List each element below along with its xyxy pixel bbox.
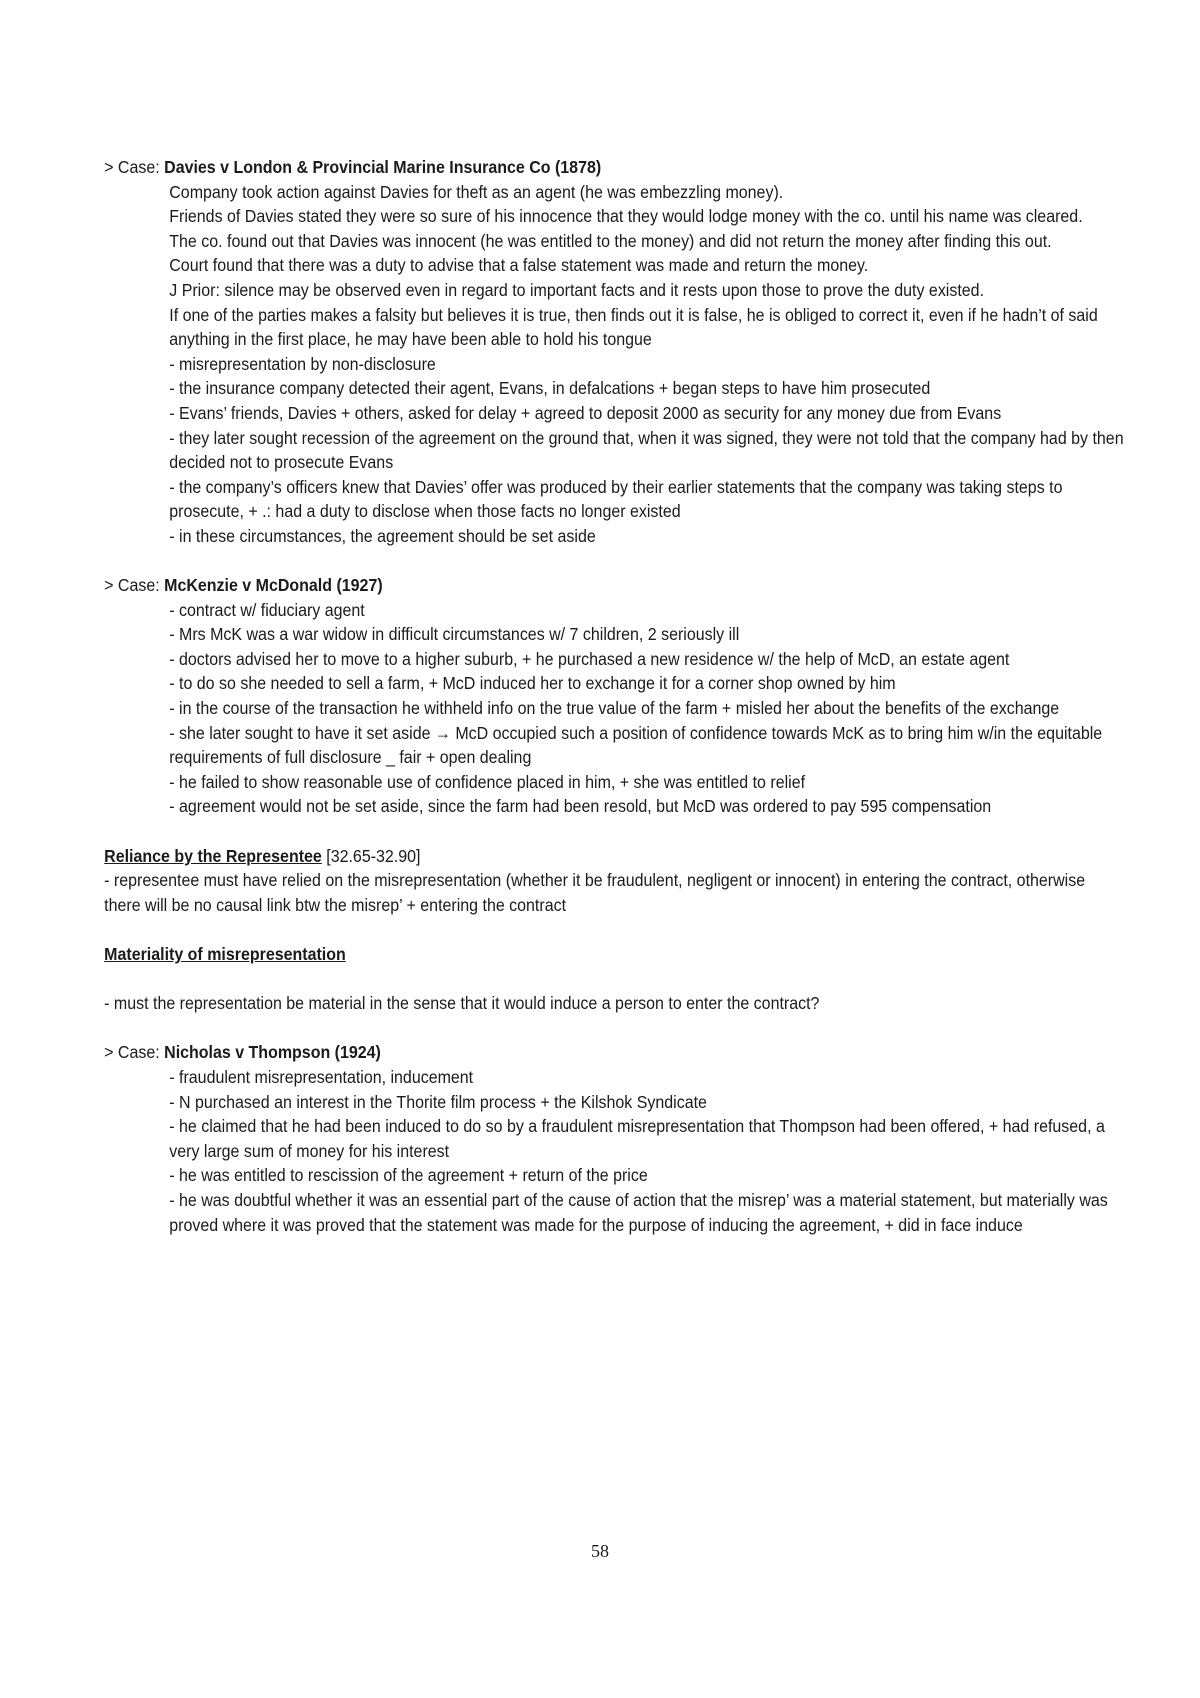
note-line: - the insurance company detected their agent, Evans, in defalcations + began steps to have him prosecuted — [169, 378, 931, 399]
case-notes-davies — [169, 180, 1125, 549]
section-heading-reliance — [104, 844, 1125, 869]
note-line: - she later sought to have it set aside → McD occupied such a position of confidence towards McK as to bring him w/in the equitable requirements of full disclosure _ fair + open dealing — [169, 722, 1103, 768]
case-prefix: > Case: — [104, 1042, 165, 1063]
note-line: - in these circumstances, the agreement should be set aside — [169, 525, 596, 546]
page-number: 58 — [591, 1541, 609, 1561]
note-line: Friends of Davies stated they were so sure of his innocence that they would lodge money with the co. until his name was cleared. — [169, 206, 1083, 227]
note-line: - the company’s officers knew that Davies’ offer was produced by their earlier statements that the company was taking steps to prosecute, + .: had a duty to disclose when those facts no longer existed — [169, 476, 1063, 522]
note-line: - he was entitled to rescission of the agreement + return of the price — [169, 1165, 648, 1186]
note-line: - fraudulent misrepresentation, inducement — [169, 1066, 474, 1087]
note-line: Court found that there was a duty to advise that a false statement was made and return the money. — [169, 255, 869, 276]
note-line: - Mrs McK was a war widow in difficult circumstances w/ 7 children, 2 seriously ill — [169, 624, 740, 645]
section-reference: [32.65-32.90] — [321, 845, 421, 866]
note-line: J Prior: silence may be observed even in regard to important facts and it rests upon those to prove the duty existed. — [169, 279, 985, 300]
note-line: - agreement would not be set aside, since the farm had been resold, but McD was ordered to pay 595 compensation — [169, 796, 992, 817]
section-heading-materiality — [104, 942, 1125, 967]
case-heading-nicholas — [104, 1040, 1125, 1065]
section-title: Reliance by the Representee — [104, 845, 322, 866]
case-notes-nicholas — [169, 1065, 1125, 1237]
case-prefix: > Case: — [104, 157, 165, 177]
note-line: - to do so she needed to sell a farm, + McD induced her to exchange it for a corner shop owned by him — [169, 673, 896, 694]
section-title: Materiality of misrepresentation — [104, 944, 346, 964]
case-name: Nicholas v Thompson (1924) — [164, 1042, 381, 1063]
case-notes-mckenzie — [169, 598, 1125, 819]
note-line: - he claimed that he had been induced to do so by a fraudulent misrepresentation that Thompson had been offered, + had refused, a very large sum of money for his interest — [169, 1116, 1105, 1161]
case-name: McKenzie v McDonald (1927) — [164, 575, 383, 596]
case-prefix: > Case: — [104, 575, 165, 596]
note-line: - N purchased an interest in the Thorite film process + the Kilshok Syndicate — [169, 1091, 707, 1112]
note-line: The co. found out that Davies was innocent (he was entitled to the money) and did not return the money after finding this out. — [169, 230, 1052, 251]
case-name: Davies v London & Provincial Marine Insurance Co (1878) — [164, 157, 602, 177]
note-line: If one of the parties makes a falsity but believes it is true, then finds out it is false, he is obliged to correct it, even if he hadn’t of said anything in the first place, he may have been able to hold his tongue — [169, 304, 1098, 350]
note-line: - misrepresentation by non-disclosure — [169, 353, 436, 374]
note-line: Company took action against Davies for theft as an agent (he was embezzling money). — [169, 181, 784, 202]
note-line: - Evans’ friends, Davies + others, asked for delay + agreed to deposit 2000 as security for any money due from Evans — [169, 402, 1002, 423]
note-line: - he failed to show reasonable use of confidence placed in him, + she was entitled to relief — [169, 771, 806, 792]
case-heading-davies — [104, 155, 1125, 180]
materiality-text: - must the representation be material in the sense that it would induce a person to enter the contract? — [104, 993, 820, 1014]
note-line: - in the course of the transaction he withheld info on the true value of the farm + misled her about the benefits of the exchange — [169, 698, 1060, 719]
note-line: - they later sought recession of the agreement on the ground that, when it was signed, they were not told that the company had by then decided not to prosecute Evans — [169, 427, 1124, 473]
reliance-text: - representee must have relied on the misrepresentation (whether it be fraudulent, negligent or innocent) in entering the contract, otherwise there will be no causal link btw the misrep’ + entering the contract — [104, 870, 1086, 915]
note-line: - he was doubtful whether it was an essential part of the cause of action that the misrep’ was a material statement, but materially was proved where it was proved that the statement was made for the purpose of inducing the agreement, + did in face induce — [169, 1189, 1108, 1235]
case-heading-mckenzie — [104, 573, 1125, 598]
note-line: - doctors advised her to move to a higher suburb, + he purchased a new residence w/ the help of McD, an estate agent — [169, 648, 1010, 669]
note-line: - contract w/ fiduciary agent — [169, 599, 365, 620]
